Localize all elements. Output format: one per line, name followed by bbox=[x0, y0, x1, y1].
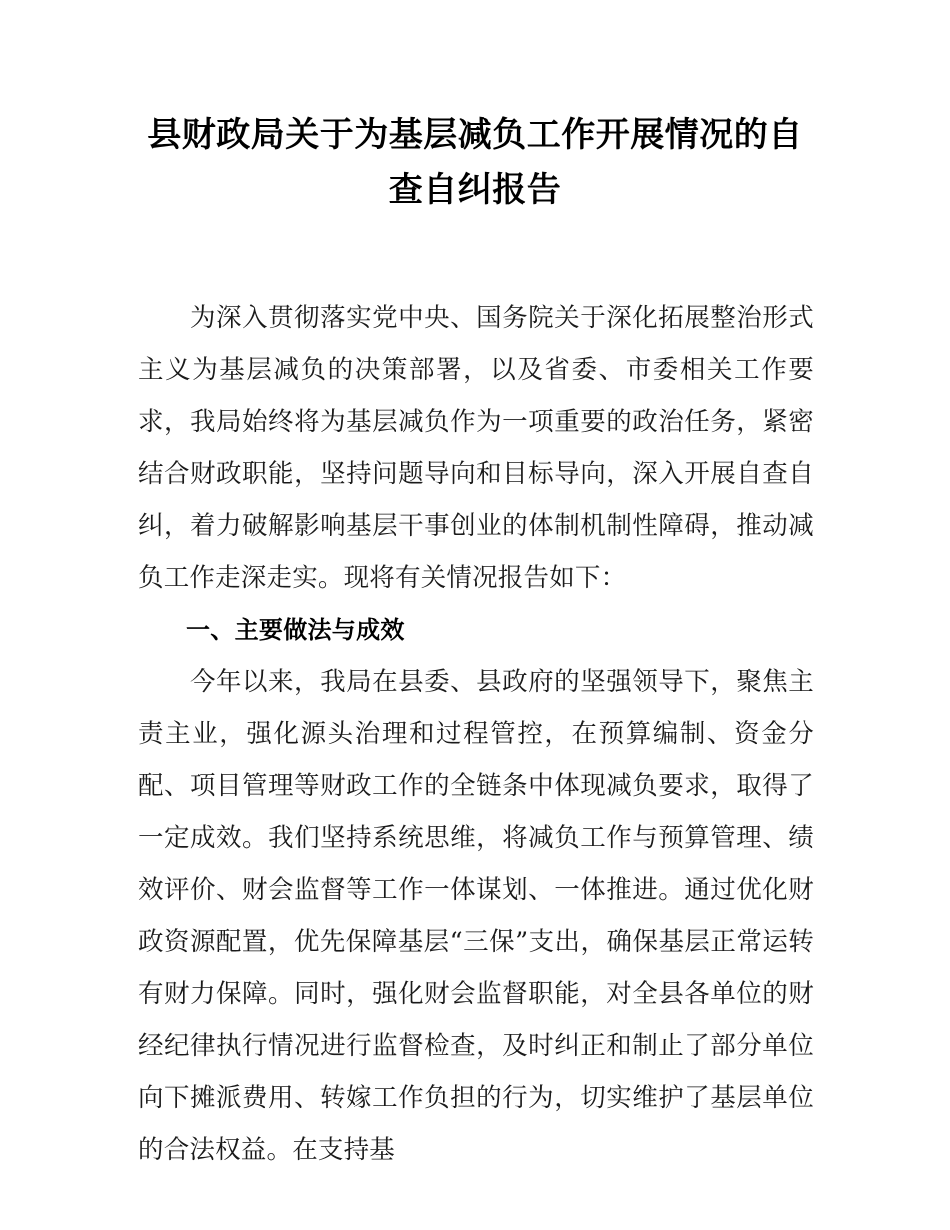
paragraph-intro: 为深入贯彻落实党中央、国务院关于深化拓展整治形式主义为基层减负的决策部署，以及省委、市委相关工作要求，我局始终将为基层减负作为一项重要的政治任务，紧密结合财政职能，坚持问题导向和目标导向，深入开展自查自纠，着力破解影响基层干事创业的体制机制性障碍，推动减负工作走深走实。现将有关情况报告如下： bbox=[138, 303, 814, 593]
page-title: 县财政局关于为基层减负工作开展情况的自查自纠报告 bbox=[147, 115, 803, 210]
paragraph-main-practices: 今年以来，我局在县委、县政府的坚强领导下，聚焦主责主业，强化源头治理和过程管控，在预算编制、资金分配、项目管理等财政工作的全链条中体现减负要求，取得了一定成效。我们坚持系统思维，将减负工作与预算管理、绩效评价、财会监督等工作一体谋划、一体推进。通过优化财政资源配置，优先保障基层“三保”支出，确保基层正常运转有财力保障。同时，强化财会监督职能，对全县各单位的财经纪律执行情况进行监督检查，及时纠正和制止了部分单位向下摊派费用、转嫁工作负担的行为，切实维护了基层单位的合法权益。在支持基 bbox=[138, 667, 814, 1165]
section-heading-one: 一、主要做法与成效 bbox=[186, 616, 405, 644]
document-body bbox=[138, 292, 814, 1176]
